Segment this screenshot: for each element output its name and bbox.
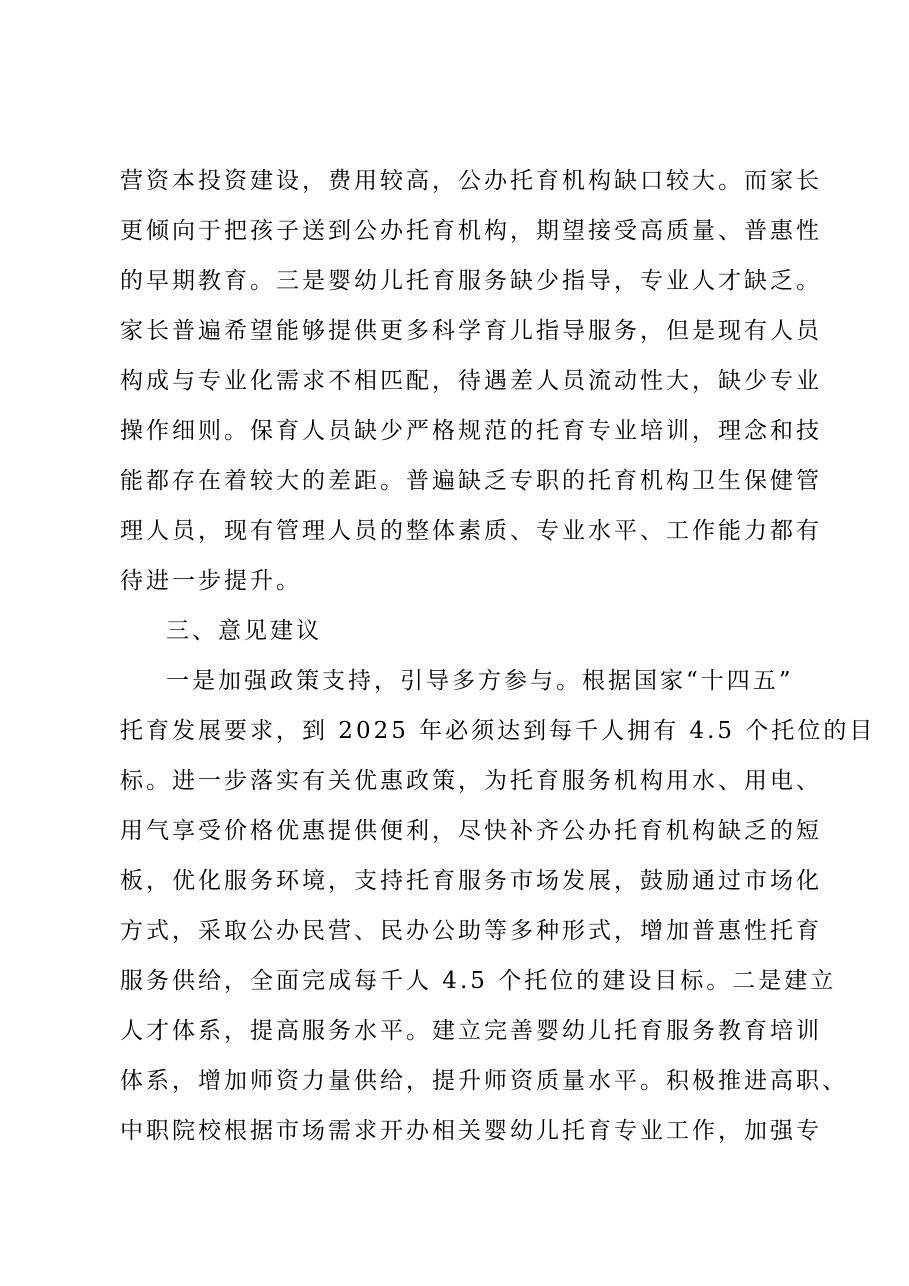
- text-line: 标。进一步落实有关优惠政策，为托育服务机构用水、用电、: [120, 768, 822, 794]
- text-line: 的早期教育。三是婴幼儿托育服务缺少指导，专业人才缺乏。: [120, 268, 822, 294]
- paragraph-first-line: 一是加强政策支持，引导多方参与。根据国家“十四五”: [166, 668, 794, 694]
- text-line: 营资本投资建设，费用较高，公办托育机构缺口较大。而家长: [120, 168, 822, 194]
- text-line: 构成与专业化需求不相匹配，待遇差人员流动性大，缺少专业: [120, 368, 822, 394]
- section-heading: 三、意见建议: [166, 618, 322, 644]
- text-line: 人才体系，提高服务水平。建立完善婴幼儿托育服务教育培训: [120, 1018, 822, 1044]
- text-line: 方式，采取公办民营、民办公助等多种形式，增加普惠性托育: [120, 918, 822, 944]
- text-line: 板，优化服务环境，支持托育服务市场发展，鼓励通过市场化: [120, 868, 822, 894]
- text-line: 能都存在着较大的差距。普遍缺乏专职的托育机构卫生保健管: [120, 468, 822, 494]
- text-line: 更倾向于把孩子送到公办托育机构，期望接受高质量、普惠性: [120, 218, 822, 244]
- text-line: 体系，增加师资力量供给，提升师资质量水平。积极推进高职、: [120, 1068, 848, 1094]
- text-line: 待进一步提升。: [120, 568, 302, 594]
- text-line: 服务供给，全面完成每千人 4.5 个托位的建设目标。二是建立: [120, 968, 837, 994]
- text-line: 操作细则。保育人员缺少严格规范的托育专业培训，理念和技: [120, 418, 822, 444]
- text-line: 理人员，现有管理人员的整体素质、专业水平、工作能力都有: [120, 518, 822, 544]
- text-line: 托育发展要求，到 2025 年必须达到每千人拥有 4.5 个托位的目: [120, 718, 876, 744]
- text-line: 家长普遍希望能够提供更多科学育儿指导服务，但是现有人员: [120, 318, 822, 344]
- text-line: 中职院校根据市场需求开办相关婴幼儿托育专业工作，加强专: [120, 1118, 822, 1144]
- text-line: 用气享受价格优惠提供便利，尽快补齐公办托育机构缺乏的短: [120, 818, 822, 844]
